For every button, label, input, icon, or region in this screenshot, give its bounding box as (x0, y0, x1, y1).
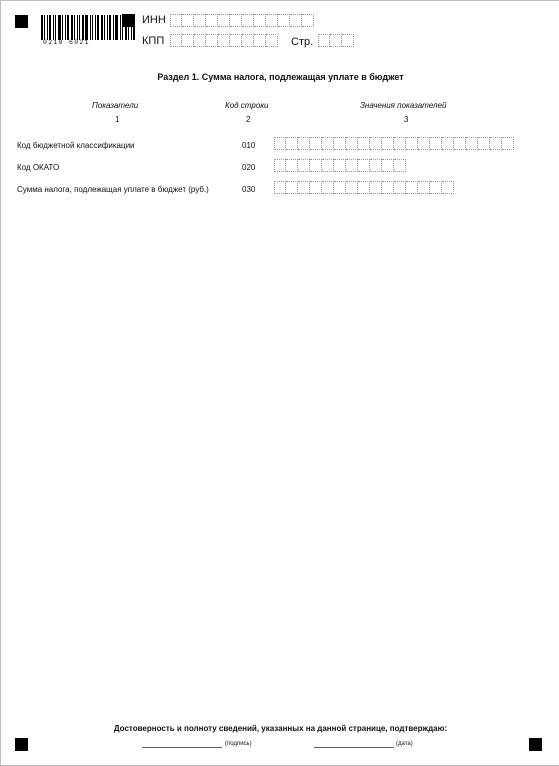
char-cell[interactable] (194, 14, 206, 27)
char-cell[interactable] (230, 34, 242, 47)
char-cell[interactable] (358, 137, 370, 150)
char-cell[interactable] (310, 181, 322, 194)
barcode-bar (113, 15, 114, 40)
barcode-bars (41, 15, 137, 40)
char-cell[interactable] (322, 137, 334, 150)
char-cell[interactable] (370, 137, 382, 150)
char-cell[interactable] (254, 14, 266, 27)
char-cell[interactable] (394, 159, 406, 172)
okato-code-field[interactable] (274, 159, 406, 172)
barcode-bar (109, 15, 111, 40)
page-number-field[interactable] (318, 34, 354, 47)
kpp-label: КПП (142, 35, 165, 47)
barcode-bar (115, 15, 118, 40)
char-cell[interactable] (310, 137, 322, 150)
char-cell[interactable] (286, 159, 298, 172)
section-title: Раздел 1. Сумма налога, подлежащая уплате в бюджет (157, 72, 404, 82)
barcode-bar (55, 15, 56, 40)
row-label-okato: Код ОКАТО (17, 163, 60, 172)
char-cell[interactable] (502, 137, 514, 150)
char-cell[interactable] (406, 137, 418, 150)
row-code-030: 030 (242, 185, 256, 194)
row-code-020: 020 (242, 163, 256, 172)
char-cell[interactable] (170, 14, 182, 27)
char-cell[interactable] (342, 34, 354, 47)
row-label-budget-classification: Код бюджетной классификации (17, 141, 135, 150)
char-cell[interactable] (466, 137, 478, 150)
barcode-bar (131, 15, 132, 40)
char-cell[interactable] (206, 14, 218, 27)
barcode-bar (67, 15, 69, 40)
barcode-bar (128, 15, 129, 40)
char-cell[interactable] (370, 181, 382, 194)
barcode-bar (71, 15, 73, 40)
barcode-bar (47, 15, 48, 40)
char-cell[interactable] (330, 34, 342, 47)
barcode-digits: 0210 6021 (43, 39, 90, 46)
char-cell[interactable] (170, 34, 182, 47)
barcode-bar (44, 15, 45, 40)
date-caption: (дата) (396, 741, 413, 747)
char-cell[interactable] (418, 137, 430, 150)
barcode-bar (97, 15, 99, 40)
column-header-line-code: Код строки (225, 101, 269, 110)
inn-label: ИНН (142, 14, 166, 26)
tax-amount-field[interactable] (274, 181, 454, 194)
budget-classification-code-field[interactable] (274, 137, 514, 150)
char-cell[interactable] (274, 159, 286, 172)
char-cell[interactable] (454, 137, 466, 150)
barcode-bar (49, 15, 51, 40)
inn-field[interactable] (170, 14, 314, 27)
barcode-bar (95, 15, 96, 40)
page-number-label: Стр. (291, 36, 314, 48)
char-cell[interactable] (286, 137, 298, 150)
char-cell[interactable] (478, 137, 490, 150)
barcode (41, 14, 103, 40)
barcode-bar (120, 15, 121, 40)
barcode-bar (82, 15, 84, 40)
char-cell[interactable] (358, 159, 370, 172)
corner-marker-bottom-right (529, 738, 542, 751)
barcode-bar (107, 15, 108, 40)
char-cell[interactable] (230, 14, 242, 27)
char-cell[interactable] (274, 137, 286, 150)
char-cell[interactable] (430, 137, 442, 150)
char-cell[interactable] (254, 34, 266, 47)
char-cell[interactable] (490, 137, 502, 150)
char-cell[interactable] (334, 137, 346, 150)
confirmation-text: Достоверность и полноту сведений, указанных на данной странице, подтверждаю: (113, 724, 448, 733)
column-header-values: Значения показателей (360, 101, 447, 110)
char-cell[interactable] (182, 14, 194, 27)
char-cell[interactable] (278, 14, 290, 27)
row-code-010: 010 (242, 141, 256, 150)
char-cell[interactable] (334, 159, 346, 172)
signature-caption: (подпись) (225, 741, 252, 747)
barcode-bar (85, 15, 88, 40)
char-cell[interactable] (310, 159, 322, 172)
char-cell[interactable] (302, 14, 314, 27)
char-cell[interactable] (266, 14, 278, 27)
char-cell[interactable] (418, 181, 430, 194)
char-cell[interactable] (382, 159, 394, 172)
char-cell[interactable] (334, 181, 346, 194)
char-cell[interactable] (298, 181, 310, 194)
barcode-bar (62, 15, 63, 40)
barcode-bar (122, 15, 123, 40)
char-cell[interactable] (442, 137, 454, 150)
char-cell[interactable] (274, 181, 286, 194)
barcode-bar (101, 15, 103, 40)
barcode-bar (125, 15, 127, 40)
barcode-bar (53, 15, 54, 40)
kpp-field[interactable] (170, 34, 278, 47)
char-cell[interactable] (346, 159, 358, 172)
barcode-bar (41, 15, 43, 40)
char-cell[interactable] (382, 137, 394, 150)
char-cell[interactable] (298, 137, 310, 150)
char-cell[interactable] (370, 159, 382, 172)
barcode-bar (74, 15, 75, 40)
char-cell[interactable] (394, 137, 406, 150)
barcode-bar (65, 15, 66, 40)
char-cell[interactable] (346, 181, 358, 194)
char-cell[interactable] (242, 34, 254, 47)
char-cell[interactable] (290, 14, 302, 27)
column-number-3: 3 (404, 115, 409, 124)
char-cell[interactable] (430, 181, 442, 194)
char-cell[interactable] (322, 159, 334, 172)
char-cell[interactable] (322, 181, 334, 194)
char-cell[interactable] (182, 34, 194, 47)
row-label-tax-amount: Сумма налога, подлежащая уплате в бюджет (руб.) (17, 185, 209, 194)
barcode-bar (133, 15, 135, 40)
char-cell[interactable] (394, 181, 406, 194)
char-cell[interactable] (382, 181, 394, 194)
char-cell[interactable] (218, 14, 230, 27)
barcode-bar (58, 15, 61, 40)
column-header-indicators: Показатели (92, 101, 139, 110)
char-cell[interactable] (318, 34, 330, 47)
char-cell[interactable] (194, 34, 206, 47)
char-cell[interactable] (442, 181, 454, 194)
barcode-bar (90, 15, 91, 40)
char-cell[interactable] (266, 34, 278, 47)
date-line[interactable] (314, 747, 394, 748)
barcode-bar (92, 15, 93, 40)
barcode-bar (104, 15, 105, 40)
barcode-bar (79, 15, 80, 40)
corner-marker-top-left (15, 15, 28, 28)
char-cell[interactable] (286, 181, 298, 194)
char-cell[interactable] (298, 159, 310, 172)
char-cell[interactable] (346, 137, 358, 150)
signature-line[interactable] (142, 747, 222, 748)
corner-marker-bottom-left (15, 738, 28, 751)
char-cell[interactable] (242, 14, 254, 27)
char-cell[interactable] (406, 181, 418, 194)
column-number-1: 1 (115, 115, 120, 124)
char-cell[interactable] (218, 34, 230, 47)
column-number-2: 2 (246, 115, 251, 124)
char-cell[interactable] (206, 34, 218, 47)
char-cell[interactable] (358, 181, 370, 194)
barcode-bar (77, 15, 78, 40)
